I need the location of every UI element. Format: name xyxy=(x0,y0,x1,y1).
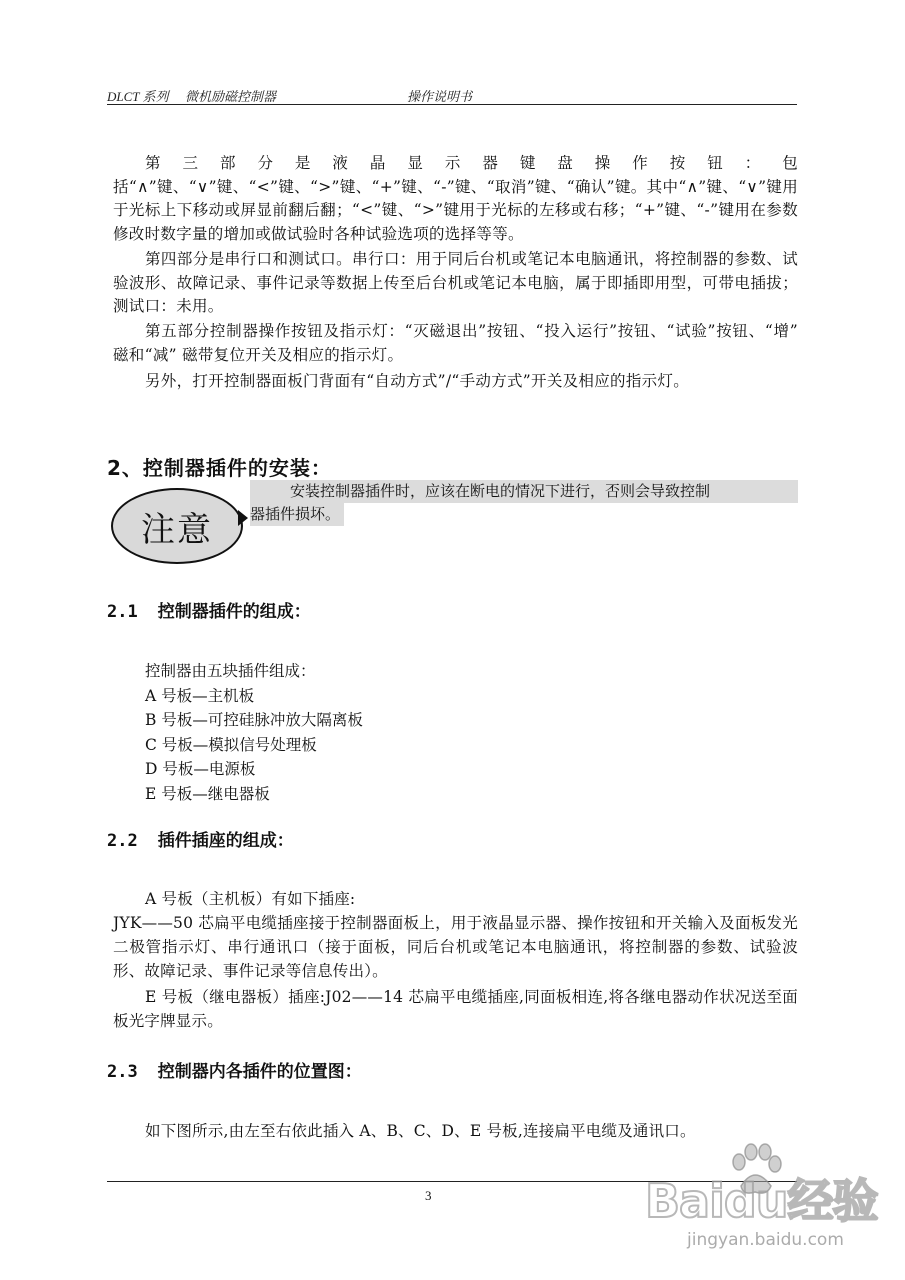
plugin-board-list xyxy=(145,659,363,806)
header-series: DLCT 系列 xyxy=(107,89,169,104)
notice-badge xyxy=(111,488,243,564)
page-header xyxy=(107,84,797,106)
section-2-number: 2、 xyxy=(107,456,143,480)
notice-pointer xyxy=(238,510,248,526)
warning-line-2: 器插件损坏。 xyxy=(250,503,344,526)
warning-line-1: 安装控制器插件时，应该在断电的情况下进行，否则会导致控制 xyxy=(250,480,798,503)
paragraph-operation-buttons: 第五部分控制器操作按钮及指示灯：“灭磁退出”按钮、“投入运行”按钮、“试验”按钮、“增” 磁和“减” 磁带复位开关及相应的指示灯。 xyxy=(113,322,798,364)
section-2-1-number: 2.1 xyxy=(107,602,138,622)
position-diagram-description: 如下图所示,由左至右依此插入 A、B、C、D、E 号板,连接扁平电缆及通讯口。 xyxy=(145,1122,696,1140)
section-2-3-heading xyxy=(107,1057,362,1082)
list-intro: 控制器由五块插件组成： xyxy=(145,662,316,680)
section-2-2-title: 插件插座的组成： xyxy=(157,831,294,851)
header-divider xyxy=(107,104,797,105)
header-manual-title: 操作说明书 xyxy=(407,89,473,104)
list-item: B 号板—可控硅脉冲放大隔离板 xyxy=(145,711,363,729)
section-2-3-number: 2.3 xyxy=(107,1062,138,1082)
section-2-3-title: 控制器内各插件的位置图： xyxy=(157,1062,362,1082)
paragraph-mode-switch: 另外，打开控制器面板门背面有“自动方式”/“手动方式”开关及相应的指示灯。 xyxy=(145,372,690,390)
baidu-watermark xyxy=(645,1140,885,1270)
section-2-1-title: 控制器插件的组成： xyxy=(157,602,311,622)
main-board-intro: A 号板（主机板）有如下插座: xyxy=(145,890,356,908)
section-2-2-heading xyxy=(107,826,294,851)
list-item: C 号板—模拟信号处理板 xyxy=(145,735,317,754)
list-item: D 号板—电源板 xyxy=(145,760,256,778)
watermark-logo: Baidu经验 xyxy=(645,1174,878,1228)
header-product: 微机励磁控制器 xyxy=(185,89,277,104)
jyk-socket-description: JYK——50 芯扁平电缆插座接于控制器面板上，用于液晶显示器、操作按钮和开关输入及面板发光二极管指示灯、串行通讯口（接于面板，同后台机或笔记本电脑通讯，将控制器的参数、试验波形、故障记录、事件记录等信息传出）。 xyxy=(113,914,798,980)
list-item: E 号板—继电器板 xyxy=(145,784,270,803)
section-2-1-heading xyxy=(107,597,311,622)
section-2-2-number: 2.2 xyxy=(107,831,138,851)
installation-warning xyxy=(250,480,798,526)
watermark-url: jingyan.baidu.com xyxy=(687,1230,844,1250)
notice-label: 注意 xyxy=(141,509,213,550)
page-number: 3 xyxy=(425,1188,432,1203)
paragraph-serial-port: 第四部分是串行口和测试口。串行口：用于同后台机或笔记本电脑通讯，将控制器的参数、试验波形、故障记录、事件记录等数据上传至后台机或笔记本电脑，属于即插即用型，可带电插拔；测试口：未用。 xyxy=(113,250,798,315)
relay-board-socket: E 号板（继电器板）插座:J02——14 芯扁平电缆插座,同面板相连,将各继电器动作状况送至面板光字牌显示。 xyxy=(113,988,798,1030)
paragraph-keyboard-buttons: 第三部分是液晶显示器键盘操作按钮：包括“∧”键、“∨”键、“<”键、“>”键、“+”键、“-”键、“取消”键、“确认”键。其中“∧”键、“∨”键用于光标上下移动或屏显前翻后翻；“<”键、“>”键用于光标的左移或右移；“+”键、“-”键用在参数修改时数字量的增加或做试验时各种试验选项的选择等等。 xyxy=(113,154,798,243)
section-2-heading xyxy=(107,452,332,481)
list-item: A 号板—主机板 xyxy=(145,686,255,705)
section-2-title: 控制器插件的安装： xyxy=(142,456,332,480)
main-board-sockets xyxy=(113,887,798,983)
